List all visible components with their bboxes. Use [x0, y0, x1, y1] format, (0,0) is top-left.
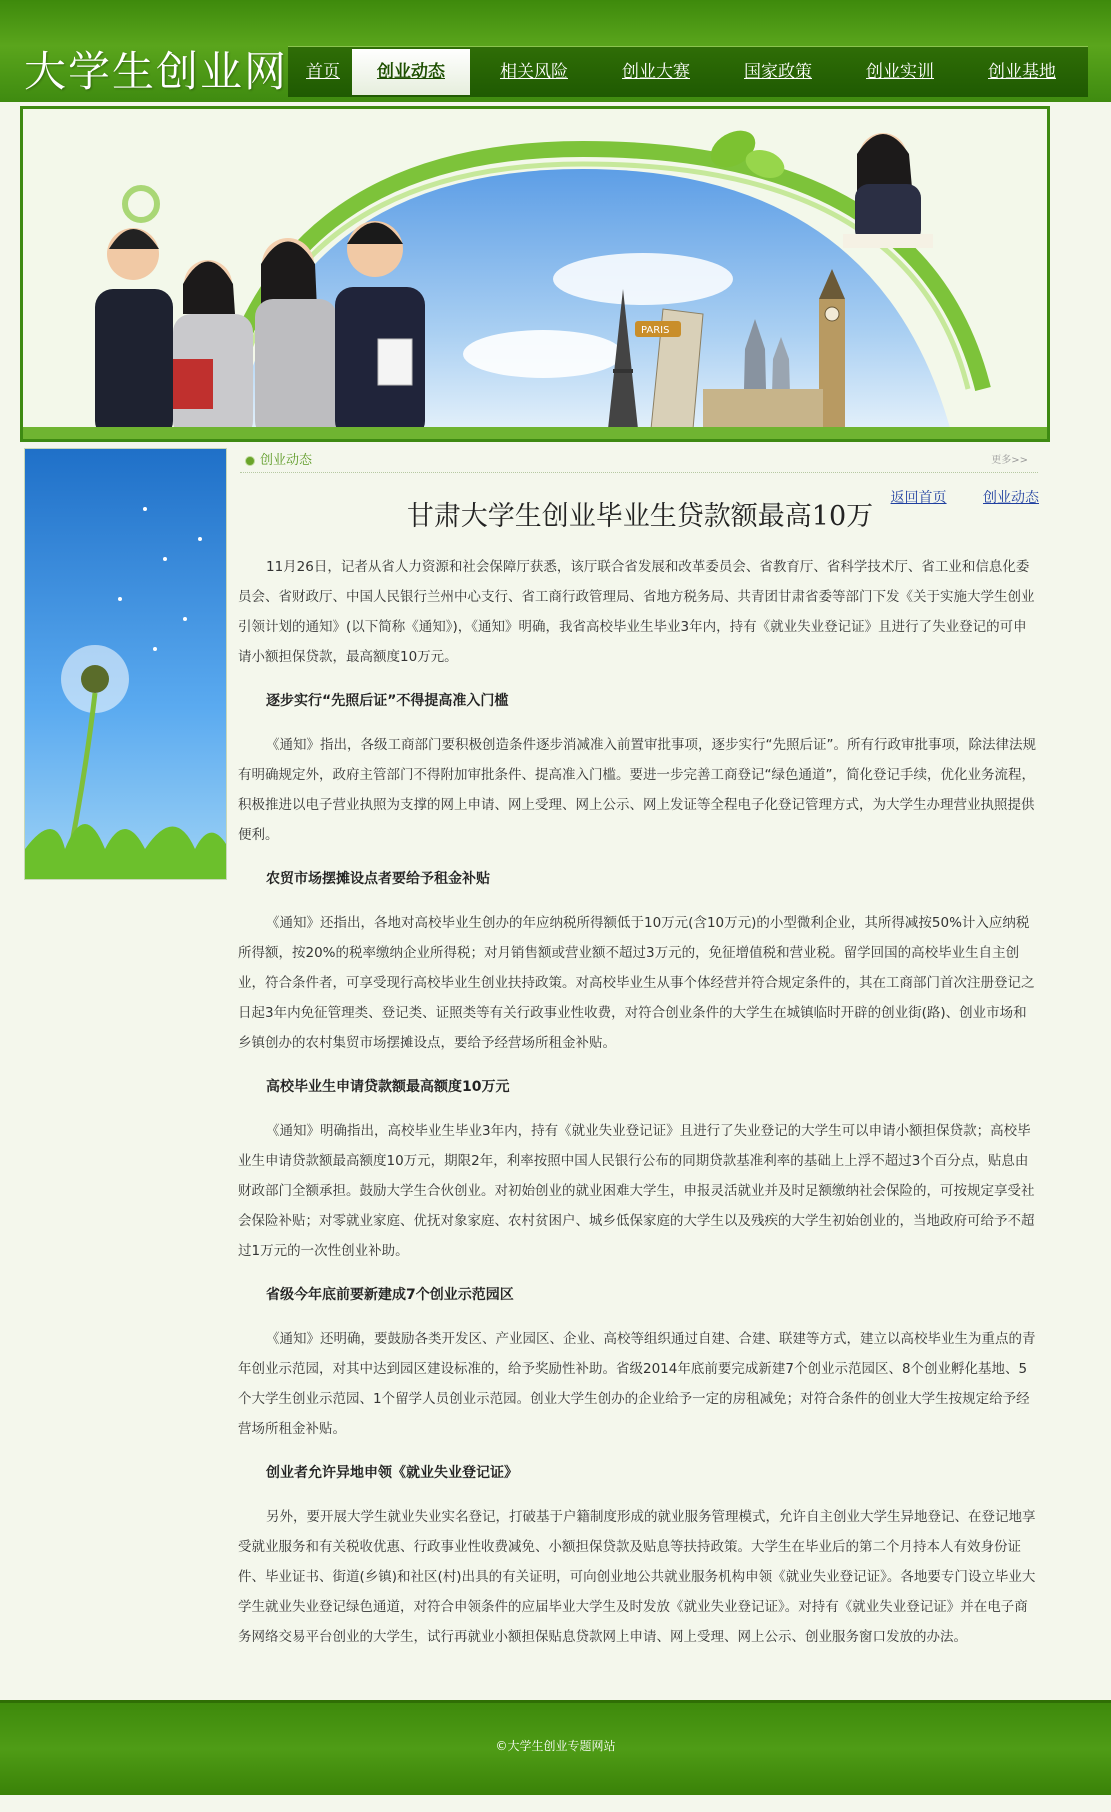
section-header — [240, 450, 1038, 473]
article-paragraph: 《通知》指出，各级工商部门要积极创造条件逐步消减准入前置审批事项，逐步实行“先照后证”。所有行政审批事项，除法律法规有明确规定外，政府主管部门不得附加审批条件、提高准入门槛。要进一步完善工商登记“绿色通道”，简化登记手续，优化业务流程，积极推进以电子营业执照为支撑的网上申请、网上受理、网上公示、网上发证等全程电子化登记管理方式，为大学生办理营业执照提供便利。 — [238, 737, 1036, 843]
site-header — [0, 0, 1111, 102]
article-subheading: 创业者允许异地申领《就业失业登记证》 — [266, 1465, 518, 1481]
site-logo[interactable]: 大学生创业网 — [24, 47, 289, 96]
article-paragraph: 另外，要开展大学生就业失业实名登记，打破基于户籍制度形成的就业服务管理模式，允许自主创业大学生异地登记、在登记地享受就业服务和有关税收优惠、行政事业性收费减免、小额担保贷款及贴息等扶持政策。大学生在毕业后的第二个月持本人有效身份证件、毕业证书、街道(乡镇)和社区(村)出具的有关证明，可向创业地公共就业服务机构申领《就业失业登记证》。各地要专门设立毕业大学生就业失业登记绿色通道，对符合申领条件的应届毕业大学生及时发放《就业失业登记证》。对持有《就业失业登记证》并在电子商务网络交易平台创业的大学生，试行再就业小额担保贴息贷款网上申请、网上受理、网上公示、创业服务窗口发放的办法。 — [238, 1509, 1036, 1645]
nav-item-risks[interactable]: 相关风险 — [500, 62, 568, 82]
article-paragraph: 11月26日，记者从省人力资源和社会保障厅获悉，该厅联合省发展和改革委员会、省教育厅、省科学技术厅、省工业和信息化委员会、省财政厅、中国人民银行兰州中心支行、省工商行政管理局、省地方税务局、共青团甘肃省委等部门下发《关于实施大学生创业引领计划的通知》(以下简称《通知》)，《通知》明确，我省高校毕业生毕业3年内，持有《就业失业登记证》且进行了失业登记的可申请小额担保贷款，最高额度10万元。 — [238, 559, 1035, 665]
breadcrumb-current-link[interactable]: 创业动态 — [983, 490, 1039, 506]
more-link[interactable]: 更多>> — [991, 455, 1028, 466]
dandelion-image — [24, 448, 227, 880]
copyright-text: ©大学生创业专题网站 — [495, 1739, 616, 1753]
nav-item-home[interactable]: 首页 — [306, 62, 340, 82]
nav-item-training[interactable]: 创业实训 — [866, 62, 934, 82]
banner-illustration — [23, 109, 1047, 439]
hero-banner — [20, 106, 1050, 442]
article-paragraph: 《通知》还指出，各地对高校毕业生创办的年应纳税所得额低于10万元(含10万元)的小型微利企业，其所得减按50%计入应纳税所得额，按20%的税率缴纳企业所得税；对月销售额或营业额不超过3万元的，免征增值税和营业税。留学回国的高校毕业生自主创业，符合条件者，可享受现行高校毕业生创业扶持政策。对高校毕业生从事个体经营并符合规定条件的，其在工商部门首次注册登记之日起3年内免征管理类、登记类、证照类等有关行政事业性收费，对符合创业条件的大学生在城镇临时开辟的创业街(路)、创业市场和乡镇创办的农村集贸市场摆摊设点，要给予经营场所租金补贴。 — [238, 915, 1035, 1051]
nav-item-contest[interactable]: 创业大赛 — [622, 62, 690, 82]
article-body — [238, 552, 1037, 1666]
nav-item-base[interactable]: 创业基地 — [988, 62, 1056, 82]
article-subheading: 逐步实行“先照后证”不得提高准入门槛 — [266, 693, 509, 709]
article-subheading: 省级今年底前要新建成7个创业示范园区 — [266, 1287, 514, 1303]
article-title: 甘肃大学生创业毕业生贷款额最高10万 — [406, 501, 874, 532]
site-footer — [0, 1700, 1111, 1795]
article-subheading: 农贸市场摆摊设点者要给予租金补贴 — [266, 871, 490, 887]
breadcrumb-home-link[interactable]: 返回首页 — [890, 490, 947, 506]
banner-sign-text: PARIS — [641, 325, 670, 336]
section-title: 创业动态 — [260, 453, 313, 468]
bullet-icon — [245, 456, 255, 466]
nav-item-startup-news[interactable]: 创业动态 — [352, 49, 470, 95]
nav-item-policy[interactable]: 国家政策 — [744, 62, 812, 82]
article-subheading: 高校毕业生申请贷款额最高额度10万元 — [266, 1079, 510, 1095]
article-paragraph: 《通知》还明确，要鼓励各类开发区、产业园区、企业、高校等组织通过自建、合建、联建等方式，建立以高校毕业生为重点的青年创业示范园，对其中达到园区建设标准的，给予奖励性补助。省级2014年底前要完成新建7个创业示范园区、8个创业孵化基地、5个大学生创业示范园、1个留学人员创业示范园。创业大学生创办的企业给予一定的房租减免；对符合条件的创业大学生按规定给予经营场所租金补贴。 — [238, 1331, 1036, 1437]
main-nav — [288, 46, 1088, 97]
article-paragraph: 《通知》明确指出，高校毕业生毕业3年内，持有《就业失业登记证》且进行了失业登记的大学生可以申请小额担保贷款；高校毕业生申请贷款额最高额度10万元，期限2年，利率按照中国人民银行公布的同期贷款基准利率的基础上上浮不超过3个百分点，贴息由财政部门全额承担。鼓励大学生合伙创业。对初始创业的就业困难大学生，申报灵活就业并及时足额缴纳社会保险的，可按规定享受社会保险补贴；对零就业家庭、优抚对象家庭、农村贫困户、城乡低保家庭的大学生以及残疾的大学生初始创业的，当地政府可给予不超过1万元的一次性创业补助。 — [238, 1123, 1035, 1259]
